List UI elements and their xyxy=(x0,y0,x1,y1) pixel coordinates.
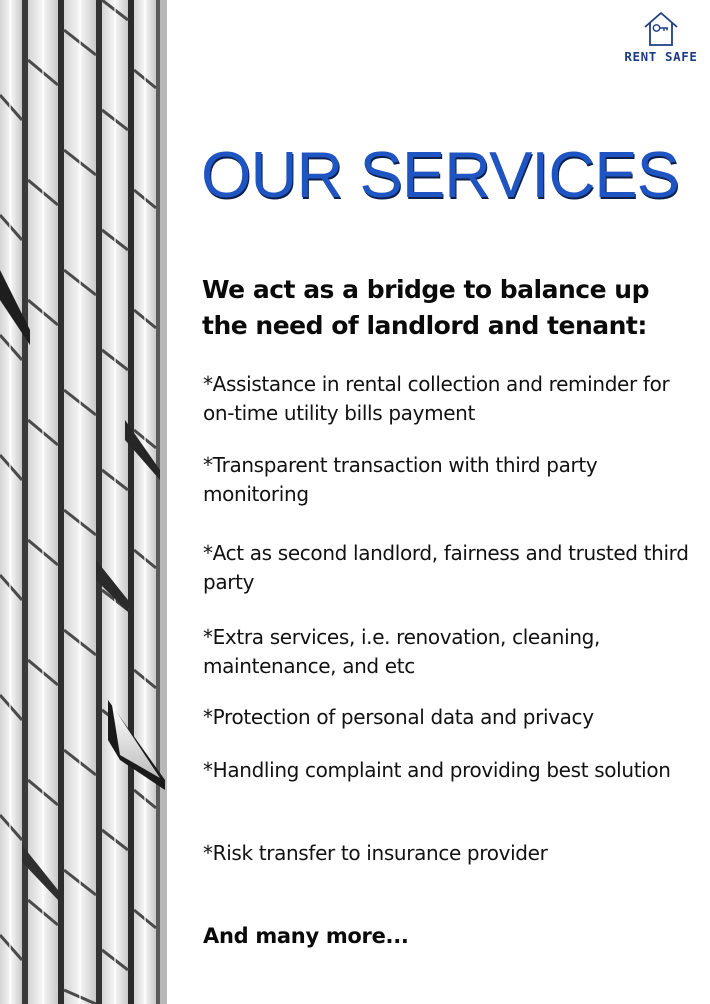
house-key-icon xyxy=(643,10,679,48)
page-title: OUR SERVICES xyxy=(200,138,680,211)
intro-heading: We act as a bridge to balance up the need of landlord and tenant: xyxy=(202,275,649,340)
brand-logo xyxy=(612,10,710,64)
closing-text: And many more... xyxy=(203,924,409,948)
service-item: *Act as second landlord, fairness and trusted third party xyxy=(203,541,689,594)
building-facade-image xyxy=(0,0,167,1004)
brand-name: RENT SAFE xyxy=(624,49,698,64)
service-item: *Extra services, i.e. renovation, cleaning, maintenance, and etc xyxy=(203,625,601,678)
service-item: *Handling complaint and providing best solution xyxy=(203,758,671,782)
service-item: *Risk transfer to insurance provider xyxy=(203,841,548,865)
service-item: *Assistance in rental collection and reminder for on-time utility bills payment xyxy=(203,372,670,425)
service-item: *Protection of personal data and privacy xyxy=(203,705,594,729)
service-item: *Transparent transaction with third party monitoring xyxy=(203,453,598,506)
